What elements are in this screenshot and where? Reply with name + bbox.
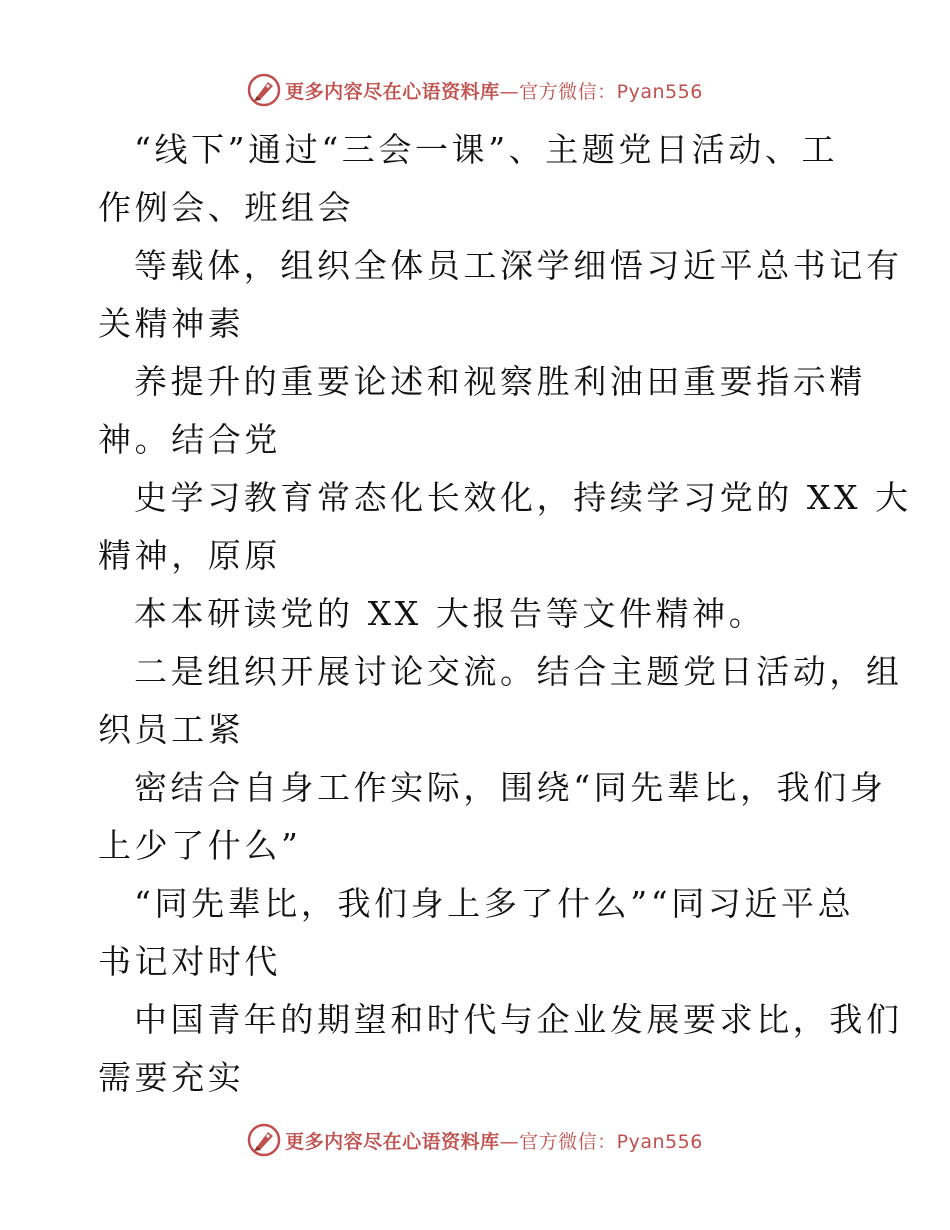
footer-banner-text: 更多内容尽在心语资料库—官方微信：Pyan556 <box>285 1130 703 1153</box>
body-line: 书记对时代 <box>98 942 281 981</box>
body-line: 织员工紧 <box>98 710 245 749</box>
body-line: 史学习教育常态化长效化，持续学习党的 XX 大 <box>134 478 912 517</box>
pen-nib-logo-icon <box>247 1123 281 1157</box>
body-line: 本本研读党的 XX 大报告等文件精神。 <box>134 594 766 633</box>
body-line: 神。结合党 <box>98 420 281 459</box>
body-line: 等载体，组织全体员工深学细悟习近平总书记有 <box>134 246 903 285</box>
body-line: 需要充实 <box>98 1058 245 1097</box>
body-line: 中国青年的期望和时代与企业发展要求比，我们 <box>134 1000 903 1039</box>
body-line: 二是组织开展讨论交流。结合主题党日活动，组 <box>134 652 903 691</box>
header-banner <box>0 70 950 110</box>
body-line: 关精神素 <box>98 304 245 343</box>
footer-banner <box>0 1120 950 1160</box>
body-line: 作例会、班组会 <box>98 188 355 227</box>
body-line: “同先辈比，我们身上多了什么”“同习近平总 <box>134 884 855 923</box>
body-line: 密结合自身工作实际，围绕“同先辈比，我们身 <box>134 768 887 807</box>
body-line: 精神，原原 <box>98 536 281 575</box>
header-banner-text: 更多内容尽在心语资料库—官方微信：Pyan556 <box>285 80 703 103</box>
document-body <box>98 121 912 1107</box>
body-line: 上少了什么” <box>98 826 302 865</box>
body-line: “线下”通过“三会一课”、主题党日活动、工 <box>134 130 839 169</box>
pen-nib-logo-icon <box>247 73 281 107</box>
body-line: 养提升的重要论述和视察胜利油田重要指示精 <box>134 362 866 401</box>
